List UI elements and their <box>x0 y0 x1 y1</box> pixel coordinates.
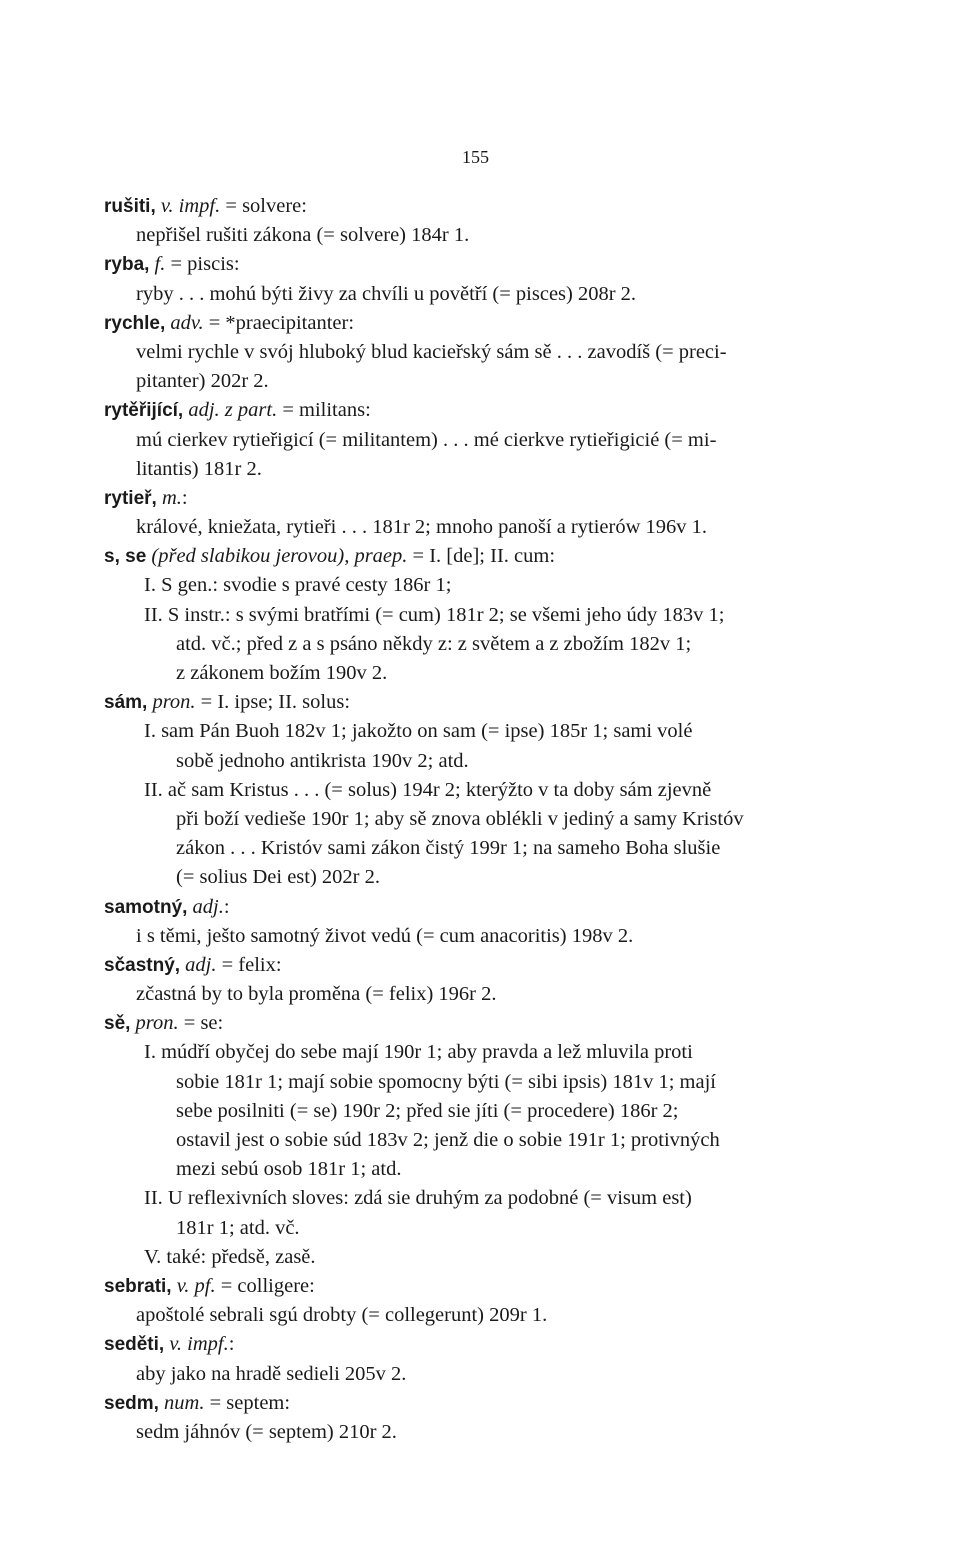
definition: = *praecipitanter: <box>203 311 355 334</box>
definition: = colligere: <box>215 1274 315 1297</box>
entry-samotny <box>104 893 874 922</box>
sense-line: (= solius Dei est) 202r 2. <box>176 866 381 889</box>
sense-line: ostavil jest o sobie súd 183v 2; jenž die o sobie 191r 1; protivných <box>176 1129 720 1151</box>
grammar-label: (před slabikou jerovou), praep. <box>146 545 408 568</box>
headword: sě, <box>104 1013 131 1035</box>
definition: = I. [de]; II. cum: <box>407 545 556 568</box>
grammar-label: v. impf. <box>155 195 221 217</box>
example-line: zčastná by to byla proměna (= felix) 196r 2. <box>136 983 497 1006</box>
definition: : <box>228 1333 235 1356</box>
definition: = septem: <box>204 1391 291 1414</box>
headword: rytěřijící, <box>104 400 184 422</box>
sense-line: atd. vč.; před z a s psáno někdy z: z světem a z zbožím 182v 1; <box>176 632 692 655</box>
example-line: sedm jáhnóv (= septem) 210r 2. <box>136 1420 397 1443</box>
headword: sedm, <box>104 1392 159 1414</box>
headword: seděti, <box>104 1334 165 1356</box>
definition: = solvere: <box>220 195 307 217</box>
grammar-label: f. <box>149 253 166 276</box>
grammar-label: num. <box>158 1391 205 1414</box>
grammar-label: adj. <box>180 953 217 976</box>
grammar-label: adj. <box>187 895 224 918</box>
headword: ryba, <box>104 254 150 276</box>
entry-sedm <box>104 1389 874 1418</box>
example-line: mú cierkev rytieřigicí (= militantem) . . . mé cierkve rytieřigicié (= mi- <box>136 428 717 451</box>
grammar-label: m. <box>156 486 182 509</box>
entry-rusiti <box>104 192 874 221</box>
sense-line: sobě jednoho antikrista 190v 2; atd. <box>176 749 469 772</box>
definition: = militans: <box>277 399 371 422</box>
entry-se <box>104 1009 874 1038</box>
definition: : <box>223 895 230 918</box>
sense-line: sebe posilniti (= se) 190r 2; před sie jíti (= procedere) 186r 2; <box>176 1099 679 1122</box>
sense-line: II. U reflexivních sloves: zdá sie druhým za podobné (= visum est) <box>144 1187 692 1210</box>
sense-line: I. sam Pán Buoh 182v 1; jakožto on sam (= ipse) 185r 1; sami volé <box>144 720 693 743</box>
example-line: ryby . . . mohú býti živy za chvíli u povětří (= pisces) 208r 2. <box>136 282 637 305</box>
sense-line: sobie 181r 1; mají sobie spomocny býti (= sibi ipsis) 181v 1; mají <box>176 1070 716 1093</box>
page-number: 155 <box>462 147 489 167</box>
headword: rychle, <box>104 312 166 334</box>
headword: samotný, <box>104 896 188 918</box>
example-line: i s těmi, ješto samotný život vedú (= cum anacoritis) 198v 2. <box>136 924 634 947</box>
grammar-label: pron. <box>147 691 196 714</box>
entry-scastny <box>104 951 874 980</box>
grammar-label: pron. <box>130 1012 179 1035</box>
grammar-label: adj. z part. <box>183 399 278 422</box>
example-line: aby jako na hradě sedieli 205v 2. <box>136 1362 407 1385</box>
headword: sám, <box>104 692 148 714</box>
sense-line: 181r 1; atd. vč. <box>176 1216 300 1239</box>
grammar-label: v. impf. <box>164 1333 229 1356</box>
entry-reterijici <box>104 396 874 425</box>
sense-line: I. S gen.: svodie s pravé cesty 186r 1; <box>144 574 452 597</box>
grammar-label: adv. <box>165 311 204 334</box>
sense-line: z zákonem božím 190v 2. <box>176 662 388 684</box>
example-line: králové, kniežata, rytieři . . . 181r 2; mnoho panoší a rytierów 196v 1. <box>136 516 708 539</box>
headword: s, se <box>104 546 147 568</box>
headword: sebrati, <box>104 1275 172 1297</box>
entry-s-se <box>104 542 874 571</box>
sense-line: V. také: předsě, zasě. <box>144 1245 316 1268</box>
example-line: litantis) 181r 2. <box>136 457 262 480</box>
sense-line: II. ač sam Kristus . . . (= solus) 194r 2; kterýžto v ta doby sám zjevně <box>144 778 712 801</box>
grammar-label: v. pf. <box>171 1274 216 1297</box>
definition: = I. ipse; II. solus: <box>195 691 351 714</box>
sense-line: při boží vedieše 190r 1; aby sě znova oblékli v jediný a samy Kristóv <box>176 807 744 830</box>
example-line: apoštolé sebrali sgú drobty (= collegerunt) 209r 1. <box>136 1304 548 1327</box>
example-line: nepřišel rušiti zákona (= solvere) 184r 1. <box>136 224 470 247</box>
definition: = piscis: <box>165 253 240 276</box>
entry-sedeti <box>104 1330 874 1359</box>
entry-rytier <box>104 484 874 513</box>
definition: = felix: <box>216 953 282 976</box>
example-line: velmi rychle v svój hluboký blud kacieřský sám sě . . . zavodíš (= preci- <box>136 340 727 363</box>
sense-line: I. múdří obyčej do sebe mají 190r 1; aby pravda a lež mluvila proti <box>144 1041 693 1064</box>
example-line: pitanter) 202r 2. <box>136 370 269 393</box>
entry-sam <box>104 688 874 717</box>
definition: : <box>181 486 188 509</box>
sense-line: mezi sebú osob 181r 1; atd. <box>176 1158 402 1181</box>
dictionary-entries <box>104 192 874 1447</box>
entry-sebrati <box>104 1272 874 1301</box>
sense-line: zákon . . . Kristóv sami zákon čistý 199r 1; na sameho Boha slušie <box>176 837 721 860</box>
definition: = se: <box>178 1012 224 1035</box>
sense-line: II. S instr.: s svými bratřími (= cum) 181r 2; se všemi jeho údy 183v 1; <box>144 603 725 626</box>
entry-ryba <box>104 250 874 279</box>
headword: rytieř, <box>104 487 157 509</box>
entry-rychle <box>104 309 874 338</box>
headword: rušiti, <box>104 196 156 217</box>
headword: sčastný, <box>104 954 181 976</box>
